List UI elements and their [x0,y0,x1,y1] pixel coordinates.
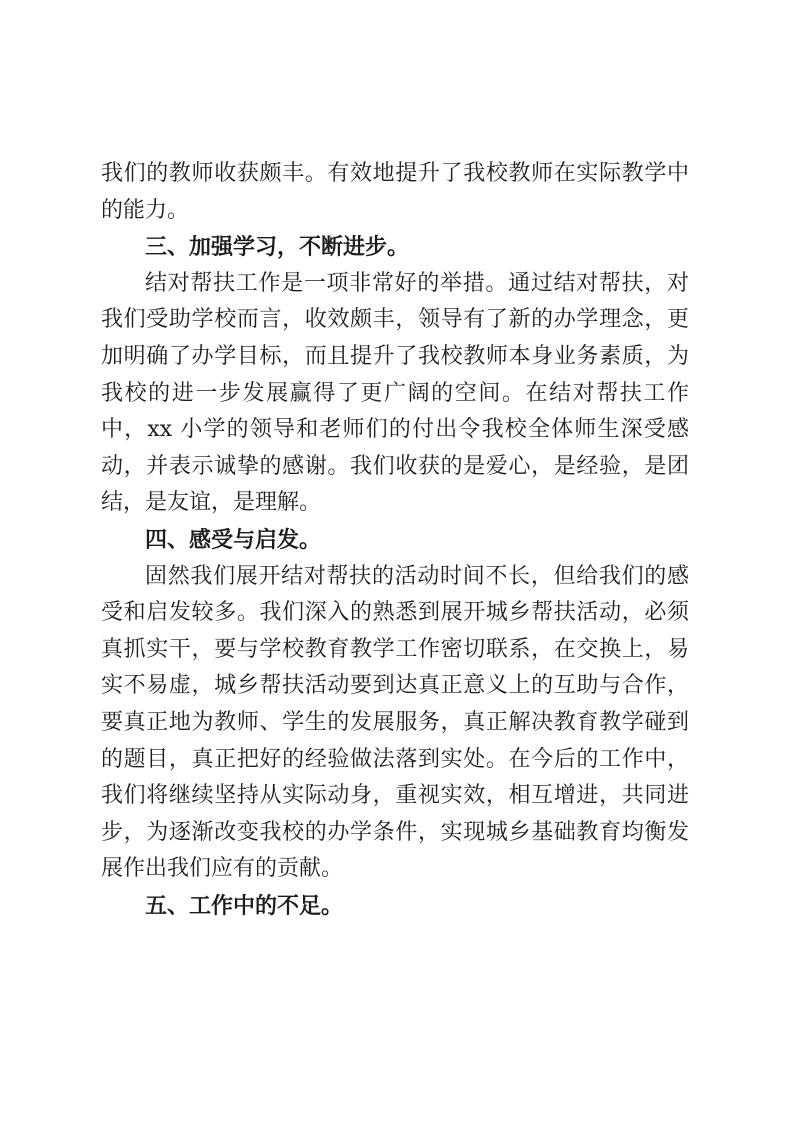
section-heading-five: 五、工作中的不足。 [145,892,344,919]
section-heading-three: 三、加强学习，不断进步。 [145,234,410,261]
document-body [101,156,689,924]
paragraph-section-four: 固然我们展开结对帮扶的活动时间不长，但给我们的感受和启发较多。我们深入的熟悉到展开城乡帮扶活动，必须真抓实干，要与学校教育教学工作密切联系，在交换上，易实不易虚，城乡帮扶活动要到达真正意义上的互助与合作，要真正地为教师、学生的发展服务，真正解决教育教学碰到的题目，真正把好的经验做法落到实处。在今后的工作中，我们将继续坚持从实际动身，重视实效，相互增进，共同进步，为逐渐改变我校的办学条件，实现城乡基础教育均衡发展作出我们应有的贡献。 [101,563,689,882]
paragraph-continuation: 我们的教师收获颇丰。有效地提升了我校教师在实际教学中的能力。 [101,161,689,223]
section-heading-four: 四、感受与启发。 [145,526,322,553]
paragraph-section-three: 结对帮扶工作是一项非常好的举措。通过结对帮扶，对我们受助学校而言，收效颇丰，领导有了新的办学理念，更加明确了办学目标，而且提升了我校教师本身业务素质，为我校的进一步发展赢得了更广阔的空间。在结对帮扶工作中，xx 小学的领导和老师们的付出令我校全体师生深受感动，并表示诚挚的感谢。我们收获的是爱心，是经验，是团结，是友谊，是理解。 [101,270,689,516]
